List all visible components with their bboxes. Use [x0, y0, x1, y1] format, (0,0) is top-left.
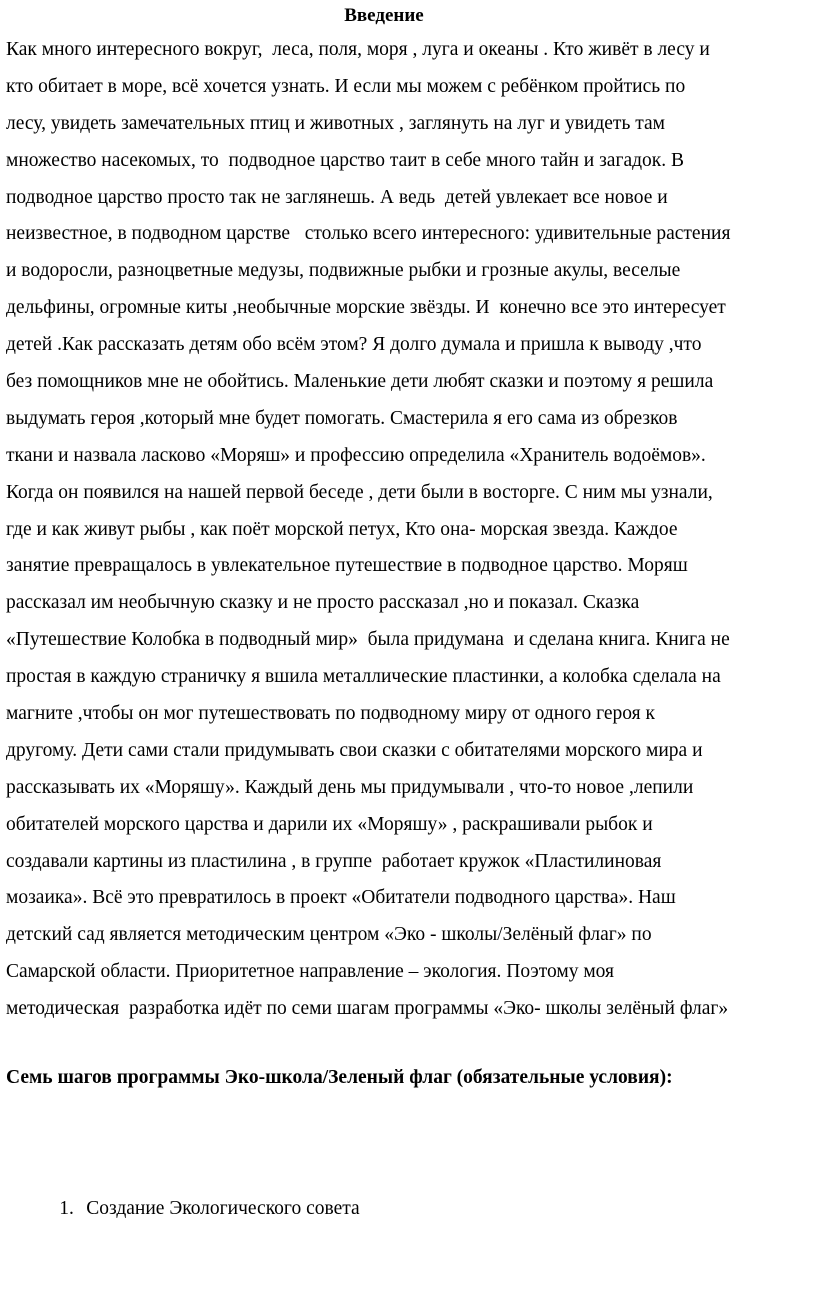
paragraph-line: Как много интересного вокруг, леса, поля, моря , луга и океаны . Кто живёт в лесу и: [6, 39, 710, 60]
paragraph-line: магните ,чтобы он мог путешествовать по подводному миру от одного героя к: [6, 703, 655, 725]
numbered-list: [30, 1125, 360, 1293]
paragraph-line: без помощников мне не обойтись. Маленькие дети любят сказки и поэтому я решила: [6, 371, 714, 393]
paragraph-line: кто обитает в море, всё хочется узнать. И если мы можем с ребёнком пройтись по: [6, 75, 686, 97]
paragraph-line: выдумать героя ,который мне будет помогать. Смастерила я его сама из обрезков: [6, 407, 678, 429]
paragraph-line: множество насекомых, то подводное царство таит в себе много тайн и загадок. В: [6, 149, 684, 171]
paragraph-line: лесу, увидеть замечательных птиц и животных , заглянуть на луг и увидеть там: [6, 112, 665, 134]
paragraph-line: детский сад является методическим центром «Эко - школы/Зелёный флаг» по: [6, 924, 652, 946]
list-item-number: 1.: [59, 1198, 74, 1219]
section-heading: Семь шагов программы Эко-школа/Зеленый флаг (обязательные условия):: [6, 1067, 673, 1088]
paragraph-line: Когда он появился на нашей первой беседе , дети были в восторге. С ним мы узнали,: [6, 481, 713, 503]
paragraph-line: занятие превращалось в увлекательное путешествие в подводное царство. Моряш: [6, 555, 688, 577]
paragraph-line: создавали картины из пластилина , в группе работает кружок «Пластилиновая: [6, 850, 662, 872]
introduction-paragraph: [6, 38, 816, 1034]
list-item-text: Создание Экологического совета: [86, 1198, 360, 1219]
paragraph-line: неизвестное, в подводном царстве столько всего интересного: удивительные растения: [6, 223, 731, 245]
document-title: Введение: [344, 5, 424, 26]
paragraph-line: где и как живут рыбы , как поёт морской петух, Кто она- морская звезда. Каждое: [6, 518, 678, 540]
paragraph-line: детей .Как рассказать детям обо всём этом? Я долго думала и пришла к выводу ,что: [6, 334, 702, 356]
paragraph-line: мозаика». Всё это превратилось в проект «Обитатели подводного царства». Наш: [6, 887, 676, 909]
paragraph-line: «Путешествие Колобка в подводный мир» была придумана и сделана книга. Книга не: [6, 629, 730, 651]
paragraph-line: подводное царство просто так не заглянешь. А ведь детей увлекает все новое и: [6, 186, 668, 208]
paragraph-line: методическая разработка идёт по семи шагам программы «Эко- школы зелёный флаг»: [6, 998, 729, 1020]
paragraph-line: рассказал им необычную сказку и не просто рассказал ,но и показал. Сказка: [6, 592, 640, 614]
paragraph-line: простая в каждую страничку я вшила металлические пластинки, а колобка сделала на: [6, 666, 721, 688]
paragraph-line: рассказывать их «Моряшу». Каждый день мы придумывали , что-то новое ,лепили: [6, 776, 694, 798]
paragraph-line: дельфины, огромные киты ,необычные морские звёзды. И конечно все это интересует: [6, 297, 726, 319]
paragraph-line: ткани и назвала ласково «Моряш» и профессию определила «Хранитель водоёмов».: [6, 444, 706, 466]
paragraph-line: другому. Дети сами стали придумывать свои сказки с обитателями морского мира и: [6, 739, 703, 761]
paragraph-line: Самарской области. Приоритетное направление – экология. Поэтому моя: [6, 961, 615, 983]
list-item: [30, 1173, 360, 1245]
paragraph-line: обитателей морского царства и дарили их «Моряшу» , раскрашивали рыбок и: [6, 813, 653, 835]
paragraph-line: и водоросли, разноцветные медузы, подвижные рыбки и грозные акулы, веселые: [6, 260, 681, 282]
